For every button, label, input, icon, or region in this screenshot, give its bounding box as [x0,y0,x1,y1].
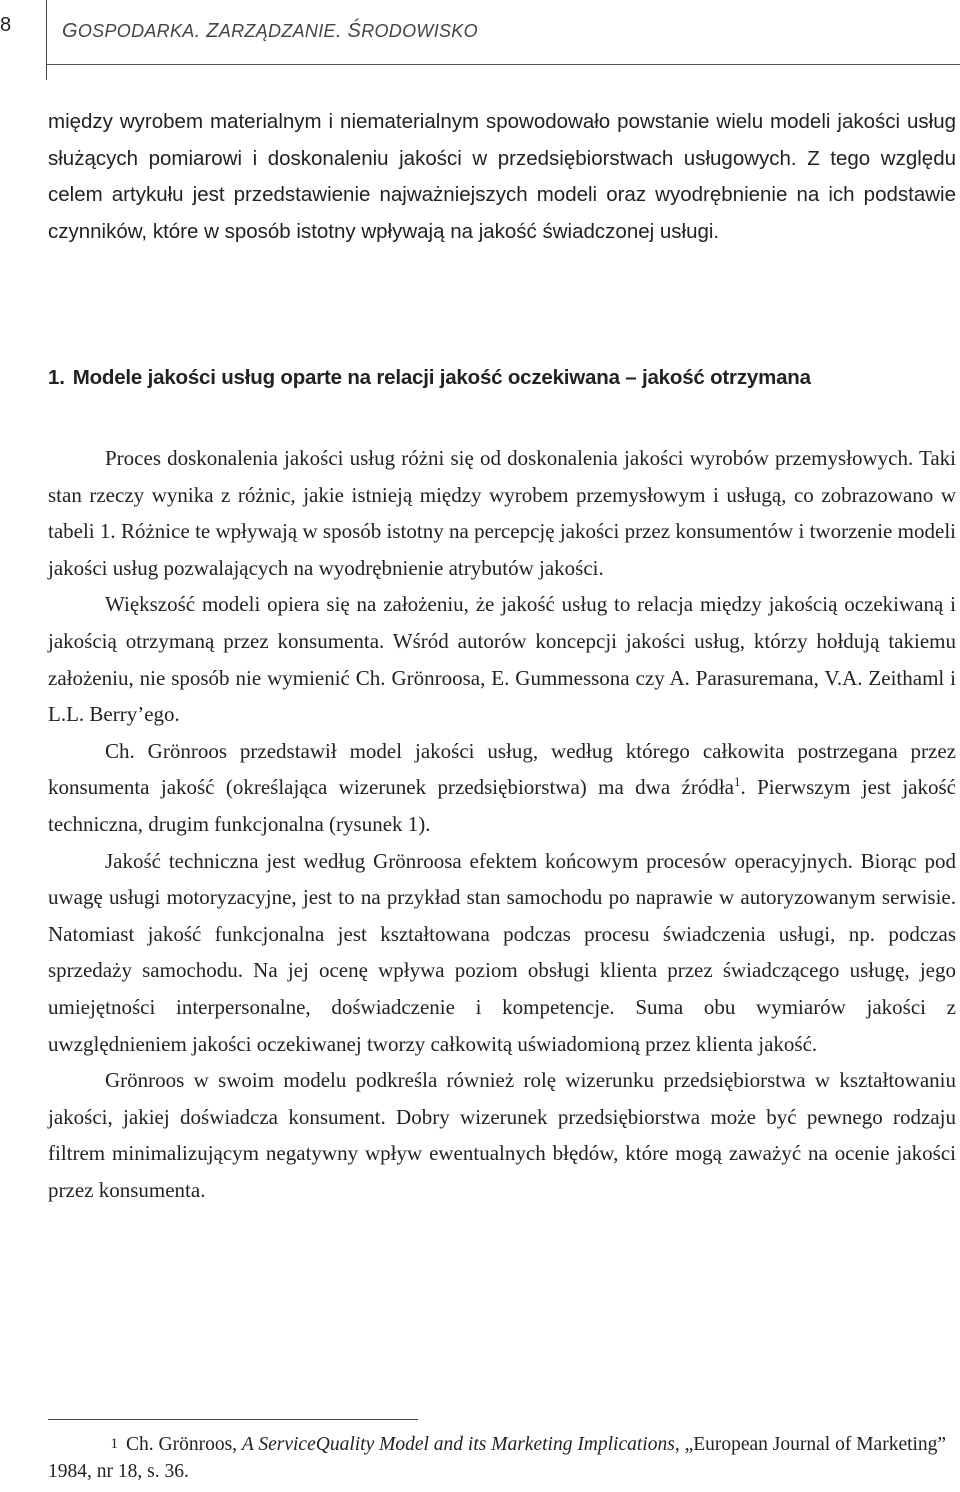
paragraph: Grönroos w swoim modelu podkreśla również rolę wizerunku przedsiębiorstwa w kształtowaniu jakości, jakiej doświadcza konsument. Dobry wizerunek przedsiębiorstwa może być pewnego rodzaju filtrem minimalizującym negatywny wpływ ewentualnych błędów, które mogą zaważyć na ocenie jakości przez konsumenta. [48,1068,956,1202]
header-vertical-rule [46,0,47,80]
section-heading [48,366,958,390]
intro-paragraph: między wyrobem materialnym i niematerialnym spowodowało powstanie wielu modeli jakości usług służących pomiarowi i doskonaleniu jakości w przedsiębiorstwach usługowych. Z tego względu celem artykułu jest przedstawienie najważniejszych modeli oraz wyodrębnienie na ich podstawie czynników, które w sposób istotny wpływają na jakość świadczonej usługi. [48,110,956,243]
paragraph: Większość modeli opiera się na założeniu, że jakość usług to relacja między jakością oczekiwaną i jakością otrzymaną przez konsumenta. Wśród autorów koncepcji jakości usług, którzy hołdują takiemu założeniu, nie sposób nie wymienić Ch. Grönroosa, E. Gummessona czy A. Parasuremana, V.A. Zeithaml i L.L. Berry’ego. [48,592,956,727]
running-head-cap: G [62,20,78,42]
footnote-rest: , „European Journal of Marketing” 1984, nr 18, s. 36. [48,1434,947,1482]
paragraph-text: Ch. Grönroos przedstawił model jakości usług, według którego całkowita postrzegana przez konsumenta jakość (określająca wizerunek przedsiębiorstwa) ma dwa źródła [48,738,956,800]
section-title: Modele jakości usług oparte na relacji jakość oczekiwana – jakość otrzymana [72,366,811,389]
running-head-smallcaps: ARZĄDZANIE [218,21,336,41]
paragraph: Jakość techniczna jest według Grönroosa efektem końcowym procesów operacyjnych. Biorąc pod uwagę usługi motoryzacyjne, jest to na przykład stan samochodu po naprawie w autoryzowanym serwisie. Natomiast jakość funkcjonalna jest kształtowana podczas procesu świadczenia usługi, np. podczas sprzedaży samochodu. Na jej ocenę wpływa poziom obsługi klienta przez świadczącego usługę, jego umiejętności interpersonalne, doświadczenie i kompetencje. Suma obu wymiarów jakości z uwzględnieniem jakości oczekiwanej tworzy całkowitą uświadomioną przez klienta jakość. [48,848,956,1056]
paragraph-text: . Pierwszym jest jakość techniczna, drugim funkcjonalna (rysunek 1). [48,775,956,836]
header-horizontal-rule [46,64,960,65]
paragraph [48,733,956,843]
footnote-mark: 1 [110,1436,118,1452]
running-head-smallcaps: RODOWISKO [361,21,478,41]
footnote [48,1431,958,1485]
running-head [62,20,478,43]
page-number: 8 [0,14,12,36]
footnote-author: Ch. Grönroos, [126,1434,242,1455]
footnote-separator [48,1419,418,1420]
section-number: 1. [48,366,65,389]
running-head-smallcaps: OSPODARKA [77,21,195,41]
main-text-block [48,440,956,1208]
running-head-cap: . Ś [335,20,362,42]
footnote-title: A ServiceQuality Model and its Marketing Implications [241,1434,675,1455]
footnote-reference[interactable]: 1 [734,774,741,790]
running-head-cap: . Z [194,20,219,42]
intro-text-block [48,104,956,250]
paragraph: Proces doskonalenia jakości usług różni się od doskonalenia jakości wyrobów przemysłowych. Taki stan rzeczy wynika z różnic, jakie istnieją między wyrobem przemysłowym i usługą, co zobrazowano w tabeli 1. Różnice te wpływają w sposób istotny na percepcję jakości przez konsumentów i tworzenie modeli jakości usług pozwalających na wyodrębnienie atrybutów jakości. [48,446,956,580]
